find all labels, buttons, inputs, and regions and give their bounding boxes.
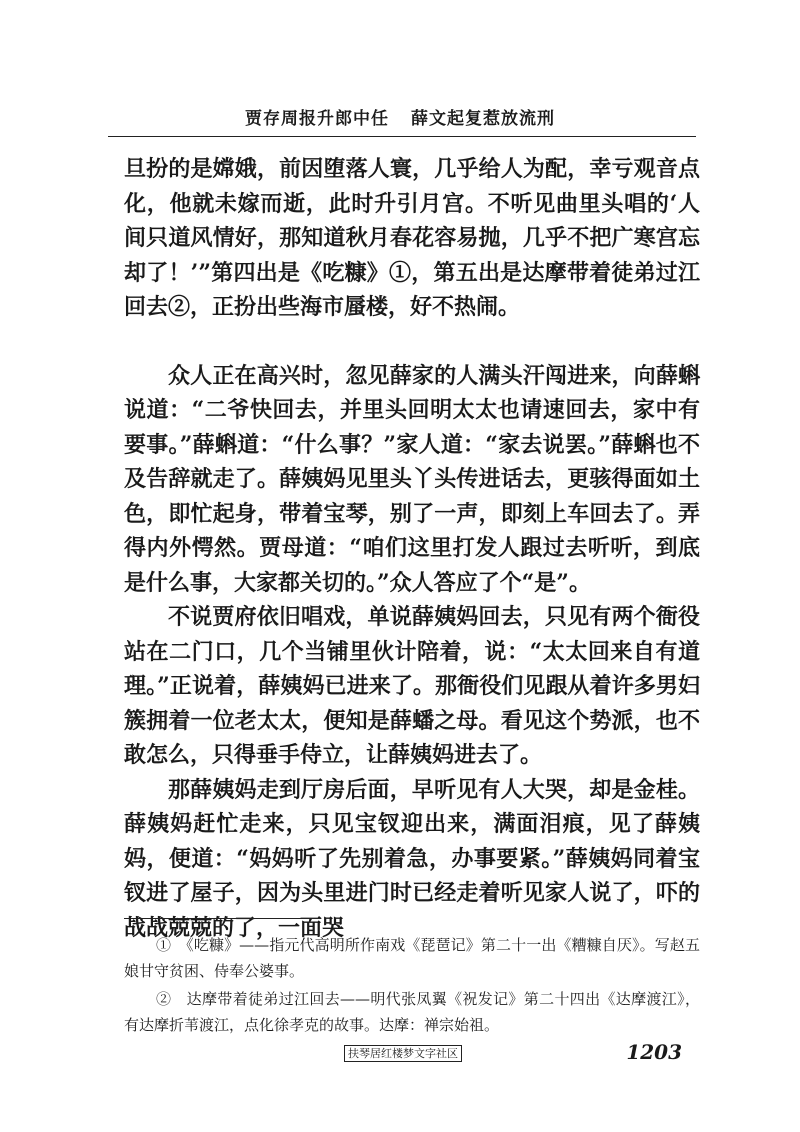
header-right-title: 薛文起复惹放流刑 bbox=[411, 109, 555, 129]
footnotes bbox=[124, 932, 700, 1040]
paragraph: 不说贾府依旧唱戏，单说薛姨妈回去，只见有两个衙役站在二门口，几个当铺里伙计陪着，说：“太太回来自有道理。”正说着，薛姨妈已进来了。那衙役们见跟从着许多男妇簇拥着一位老太太，便知是薛蟠之母。看见这个势派，也不敢怎么，只得垂手侍立，让薛姨妈进去了。 bbox=[124, 604, 700, 768]
paragraph: 众人正在高兴时，忽见薛家的人满头汗闯进来，向薛蝌说道：“二爷快回去，并里头回明太太也请速回去，家中有要事。”薛蝌道：“什么事？”家人道：“家去说罢。”薛蝌也不及告辞就走了。薛姨妈见里头丫头传进话去，更骇得面如土色，即忙起身，带着宝琴，别了一声，即刻上车回去了。弄得内外愕然。贾母道：“咱们这里打发人跟过去听听，到底是什么事，大家都关切的。”众人答应了个“是”。 bbox=[124, 362, 700, 596]
footnote-1: ① 《吃糠》——指元代高明所作南戏《琵琶记》第二十一出《糟糠自厌》。写赵五娘甘守贫困、侍奉公婆事。 bbox=[124, 936, 700, 980]
paragraph: 那薛姨妈走到厅房后面，早听见有人大哭，却是金桂。薛姨妈赶忙走来，只见宝钗迎出来，满面泪痕，见了薛姨妈，便道：“妈妈听了先别着急，办事要紧。”薛姨妈同着宝钗进了屋子，因为头里进门时已经走着听见家人说了，吓的战战兢兢的了，一面哭 bbox=[124, 776, 700, 941]
footnote-2: ② 达摩带着徒弟过江回去——明代张凤翼《祝发记》第二十四出《达摩渡江》，有达摩折苇渡江，点化徐孝克的故事。达摩：禅宗始祖。 bbox=[124, 990, 700, 1034]
running-header bbox=[0, 104, 800, 129]
section-gap bbox=[124, 325, 700, 359]
source-stamp: 扶琴居红楼梦文字社区 bbox=[344, 1045, 462, 1062]
page-number: 1203 bbox=[626, 1040, 682, 1064]
paragraph-continued: 旦扮的是嫦娥，前因堕落人寰，几乎给人为配，幸亏观音点化，他就未嫁而逝，此时升引月宫。不听见曲里头唱的‘人间只道风情好，那知道秋月春花容易抛，几乎不把广寒宫忘却了！’”第四出是《吃糠》①，第五出是达摩带着徒弟过江回去②，正扮出些海市蜃楼，好不热闹。 bbox=[124, 156, 700, 320]
header-rule bbox=[108, 136, 696, 137]
body-text bbox=[124, 152, 700, 945]
header-left-title: 贾存周报升郎中任 bbox=[245, 109, 389, 129]
footnote-rule bbox=[124, 918, 320, 919]
